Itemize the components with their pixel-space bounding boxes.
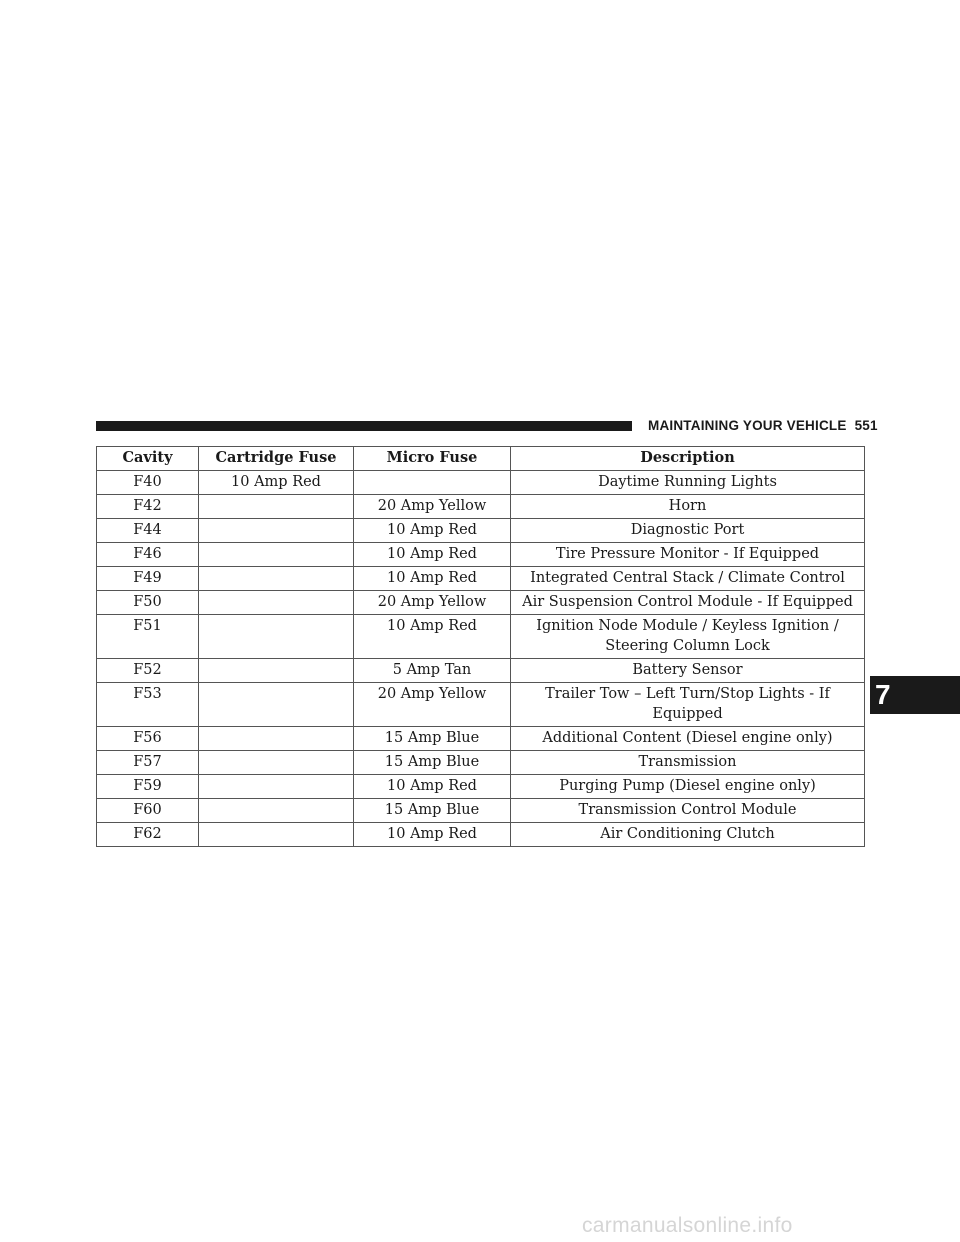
cell-cavity: F44 [97,519,199,543]
table-body [97,471,865,847]
cell-cavity: F42 [97,495,199,519]
table-row [97,659,865,683]
table-row [97,567,865,591]
column-header-cavity: Cavity [97,447,199,471]
cell-micro-fuse: 10 Amp Red [354,519,511,543]
table-row [97,751,865,775]
cell-description: Trailer Tow – Left Turn/Stop Lights - If Equipped [511,683,865,727]
table-row [97,615,865,659]
section-title: MAINTAINING YOUR VEHICLE [648,418,847,433]
cell-cartridge-fuse [199,775,354,799]
cell-micro-fuse: 20 Amp Yellow [354,683,511,727]
cell-cartridge-fuse [199,615,354,659]
table-row [97,543,865,567]
cell-description: Transmission Control Module [511,799,865,823]
cell-micro-fuse [354,471,511,495]
cell-description: Purging Pump (Diesel engine only) [511,775,865,799]
cell-description: Air Suspension Control Module - If Equipped [511,591,865,615]
table-row [97,471,865,495]
cell-micro-fuse: 5 Amp Tan [354,659,511,683]
table-row [97,775,865,799]
cell-cavity: F57 [97,751,199,775]
cell-description: Horn [511,495,865,519]
table-row [97,495,865,519]
cell-micro-fuse: 10 Amp Red [354,543,511,567]
cell-description: Ignition Node Module / Keyless Ignition / Steering Column Lock [511,615,865,659]
cell-micro-fuse: 10 Amp Red [354,823,511,847]
column-header-micro-fuse: Micro Fuse [354,447,511,471]
cell-cartridge-fuse: 10 Amp Red [199,471,354,495]
cell-cartridge-fuse [199,567,354,591]
cell-micro-fuse: 20 Amp Yellow [354,495,511,519]
table-row [97,799,865,823]
cell-cavity: F51 [97,615,199,659]
cell-cavity: F53 [97,683,199,727]
cell-micro-fuse: 10 Amp Red [354,615,511,659]
cell-description: Daytime Running Lights [511,471,865,495]
cell-micro-fuse: 15 Amp Blue [354,799,511,823]
fuse-table [96,446,865,847]
cell-cartridge-fuse [199,683,354,727]
cell-cartridge-fuse [199,823,354,847]
table-header-row [97,447,865,471]
cell-cavity: F56 [97,727,199,751]
cell-cartridge-fuse [199,543,354,567]
cell-cavity: F40 [97,471,199,495]
cell-micro-fuse: 10 Amp Red [354,567,511,591]
cell-cavity: F59 [97,775,199,799]
cell-micro-fuse: 15 Amp Blue [354,751,511,775]
page-number: 551 [854,418,878,433]
column-header-description: Description [511,447,865,471]
cell-description: Battery Sensor [511,659,865,683]
cell-cavity: F62 [97,823,199,847]
chapter-tab: 7 [870,676,960,714]
table-row [97,591,865,615]
cell-cavity: F46 [97,543,199,567]
cell-cavity: F50 [97,591,199,615]
cell-cartridge-fuse [199,799,354,823]
table-row [97,519,865,543]
column-header-cartridge-fuse: Cartridge Fuse [199,447,354,471]
cell-cavity: F49 [97,567,199,591]
header-rule [96,421,632,431]
cell-description: Air Conditioning Clutch [511,823,865,847]
cell-cartridge-fuse [199,727,354,751]
cell-micro-fuse: 15 Amp Blue [354,727,511,751]
cell-micro-fuse: 10 Amp Red [354,775,511,799]
cell-description: Transmission [511,751,865,775]
table-row [97,727,865,751]
cell-description: Integrated Central Stack / Climate Control [511,567,865,591]
table-row [97,683,865,727]
cell-micro-fuse: 20 Amp Yellow [354,591,511,615]
cell-cartridge-fuse [199,495,354,519]
cell-cartridge-fuse [199,519,354,543]
table-row [97,823,865,847]
cell-cavity: F60 [97,799,199,823]
cell-description: Diagnostic Port [511,519,865,543]
running-header [648,418,878,433]
cell-cartridge-fuse [199,751,354,775]
cell-cavity: F52 [97,659,199,683]
watermark: carmanualsonline.info [582,1214,793,1237]
cell-description: Tire Pressure Monitor - If Equipped [511,543,865,567]
cell-cartridge-fuse [199,659,354,683]
cell-cartridge-fuse [199,591,354,615]
cell-description: Additional Content (Diesel engine only) [511,727,865,751]
